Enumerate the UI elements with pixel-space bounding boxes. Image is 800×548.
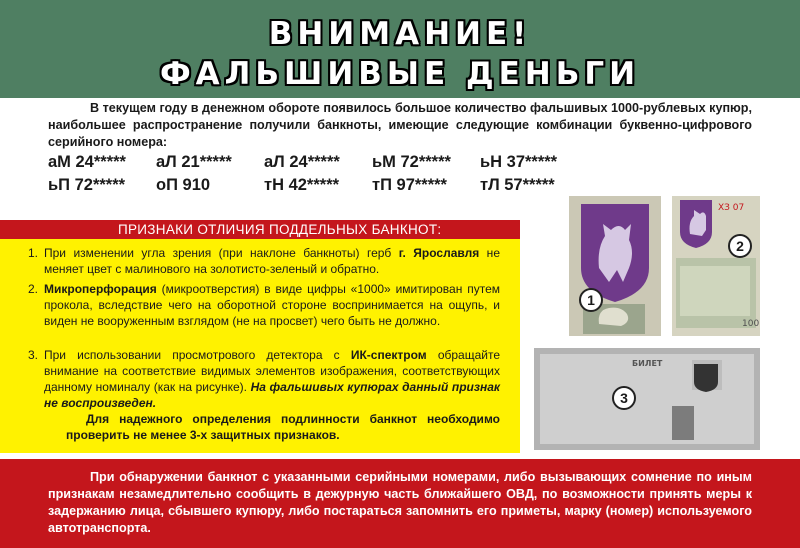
sign-text-part: При изменении угла зрения (при наклоне банкноты) герб <box>44 246 399 260</box>
note-denomination-text: 100 <box>742 319 760 329</box>
serial-number: тП 97***** <box>372 176 447 194</box>
note-word-text: БИЛЕТ <box>632 359 663 368</box>
page-subtitle: ФАЛЬШИВЫЕ ДЕНЬГИ <box>159 56 641 92</box>
signs-box <box>0 239 520 453</box>
serial-number: тЛ 57***** <box>480 176 555 194</box>
serial-number: тН 42***** <box>264 176 340 194</box>
sign-text-bold: г. Ярославля <box>398 246 480 260</box>
sign-text-part: При использовании просмотрового детектора с <box>44 348 351 362</box>
sign-text <box>44 347 500 411</box>
photo-badge-1: 1 <box>579 288 603 312</box>
ir-detector-photo <box>534 348 760 450</box>
sign-text <box>44 245 500 277</box>
serial-number: ьП 72***** <box>48 176 126 194</box>
sign-item-3 <box>28 347 501 411</box>
sign-text <box>44 281 500 329</box>
photo-badge-2: 2 <box>728 234 752 258</box>
sign-text-bold: ИК-спектром <box>350 348 427 362</box>
serial-numbers-list <box>48 153 588 199</box>
sign-text-part: обращайте внимание на соответствие видимых элементов изображения, соответствующих данному номиналу (как на рисунке). <box>44 348 501 394</box>
sign-item-1 <box>28 245 500 277</box>
serial-number: ьН 37***** <box>480 153 558 171</box>
sign-text-part: не меняет цвет с малинового на золотисто-зеленый и обратно. <box>44 246 500 276</box>
header-banner <box>0 0 800 98</box>
signs-header: ПРИЗНАКИ ОТЛИЧИЯ ПОДДЕЛЬНЫХ БАНКНОТ: <box>0 220 520 239</box>
coat-of-arms-icon <box>569 196 661 336</box>
sign-number: 3. <box>28 348 39 362</box>
ir-banknote-icon <box>534 348 760 450</box>
serial-number: аЛ 24***** <box>264 153 340 171</box>
serial-row <box>48 153 588 176</box>
serial-number: оП 910 <box>156 176 211 194</box>
banknote-photo-2 <box>672 196 760 336</box>
footer-text: При обнаружении банкнот с указанными серийными номерами, либо вызывающих сомнение по иным признакам незамедлительно сообщить в дежурную часть ближайшего ОВД, по возможности принять меры к задержанию лица, сбывшего купюру, либо постараться запомнить его приметы, марку (номер) используемого автотранспорта. <box>48 470 752 535</box>
signs-extra-note: Для надежного определения подлинности банкнот необходимо проверить не менее 3-х защитных признаков. <box>66 412 500 442</box>
intro-paragraph: В текущем году в денежном обороте появилось большое количество фальшивых 1000-рублевых купюр, наибольшее распространение получили банкноты, имеющие следующие комбинации буквенно-цифрового серийного номера: <box>48 101 752 149</box>
page-title: ВНИМАНИЕ! <box>268 16 532 52</box>
serial-row <box>48 176 588 199</box>
serial-number: аМ 24***** <box>48 153 126 171</box>
serial-number: ьМ 72***** <box>372 153 451 171</box>
sign-text-part: (микроотверстия) в виде цифры «1000» имитирован путем прокола, вследствие чего на оборотной стороне воспринимается на ощупь, и виден не вооруженным взглядом (не на просвет) чего быть не должно. <box>44 282 500 328</box>
sign-number: 2. <box>28 282 39 296</box>
footer-banner <box>0 459 800 548</box>
note-serial-text: ХЗ 07 <box>718 203 745 213</box>
sign-text-bold: Микроперфорация <box>44 282 157 296</box>
sign-number: 1. <box>28 246 39 260</box>
serial-number: аЛ 21***** <box>156 153 232 171</box>
banknote-fragment-icon <box>672 196 760 336</box>
banknote-photo-1 <box>569 196 661 336</box>
sign-item-2 <box>28 281 500 329</box>
photo-badge-3: 3 <box>612 386 636 410</box>
sign-text-bold-italic: На фальшивых купюрах данный признак не воспроизведен. <box>44 380 501 410</box>
